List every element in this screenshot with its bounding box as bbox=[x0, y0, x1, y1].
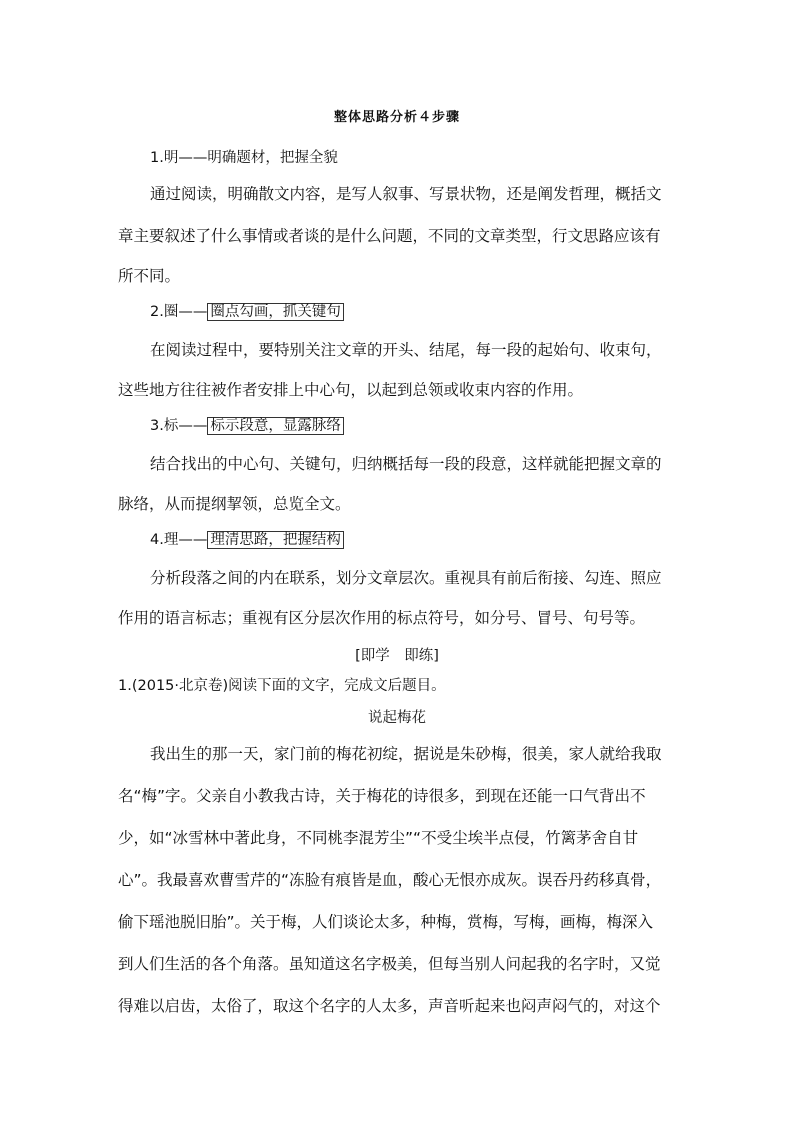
essay-line: 到人们生活的各个角落。虽知道这名字极美，但每当别人问起我的名字时，又觉 bbox=[118, 955, 661, 973]
step-2-heading bbox=[150, 300, 710, 321]
step-3-heading bbox=[150, 414, 710, 435]
essay-line: 心”。我最喜欢曹雪芹的“冻脸有痕皆是血，酸心无恨亦成灰。误吞丹药移真骨， bbox=[118, 871, 662, 889]
step-4-prefix: 4.理—— bbox=[150, 532, 208, 548]
paragraph-line: 通过阅读，明确散文内容，是写人叙事、写景状物，还是阐发哲理，概括文 bbox=[150, 185, 662, 203]
essay-line: 偷下瑶池脱旧胎”。关于梅，人们谈论太多，种梅，赏梅，写梅，画梅，梅深入 bbox=[118, 913, 654, 931]
paragraph-line: 这些地方往往被作者安排上中心句，以起到总领或收束内容的作用。 bbox=[118, 381, 584, 399]
paragraph-line: 结合找出的中心句、关键句，归纳概括每一段的段意，这样就能把握文章的 bbox=[150, 455, 662, 473]
essay-line: 得难以启齿，太俗了，取这个名字的人太多，声音听起来也闷声闷气的，对这个 bbox=[118, 997, 661, 1015]
practice-heading: [即学 即练] bbox=[355, 648, 439, 664]
paragraph-line: 脉络，从而提纲挈领，总览全文。 bbox=[118, 495, 351, 513]
paragraph-line: 章主要叙述了什么事情或者谈的是什么问题，不同的文章类型，行文思路应该有 bbox=[118, 227, 661, 245]
step-4-heading bbox=[150, 528, 710, 549]
step-3-prefix: 3.标—— bbox=[150, 418, 208, 434]
step-4-boxed-keyword: 理清思路，把握结构 bbox=[207, 531, 344, 549]
paragraph-line: 在阅读过程中，要特别关注文章的开头、结尾，每一段的起始句、收束句， bbox=[150, 341, 662, 359]
step-2-prefix: 2.圈—— bbox=[150, 304, 208, 320]
essay-line: 名“梅”字。父亲自小教我古诗，关于梅花的诗很多，到现在还能一口气背出不 bbox=[118, 787, 646, 805]
step-2-boxed-keyword: 圈点勾画，抓关键句 bbox=[207, 303, 344, 321]
paragraph-line: 所不同。 bbox=[118, 267, 181, 285]
essay-title: 说起梅花 bbox=[368, 710, 426, 726]
page-title: 整体思路分析４步骤 bbox=[333, 110, 460, 125]
paragraph-line: 分析段落之间的内在联系，划分文章层次。重视具有前后衔接、勾连、照应 bbox=[150, 569, 662, 587]
essay-line: 我出生的那一天，家门前的梅花初绽，据说是朱砂梅，很美，家人就给我取 bbox=[150, 745, 662, 763]
step-1-heading: 1.明——明确题材，把握全貌 bbox=[150, 150, 338, 166]
step-3-boxed-keyword: 标示段意，显露脉络 bbox=[207, 417, 344, 435]
question-prompt: 1.(2015·北京卷)阅读下面的文字，完成文后题目。 bbox=[118, 678, 446, 694]
essay-line: 少，如“冰雪林中著此身，不同桃李混芳尘”“不受尘埃半点侵，竹篱茅舍自甘 bbox=[118, 829, 639, 847]
paragraph-line: 作用的语言标志；重视有区分层次作用的标点符号，如分号、冒号、句号等。 bbox=[118, 609, 646, 627]
